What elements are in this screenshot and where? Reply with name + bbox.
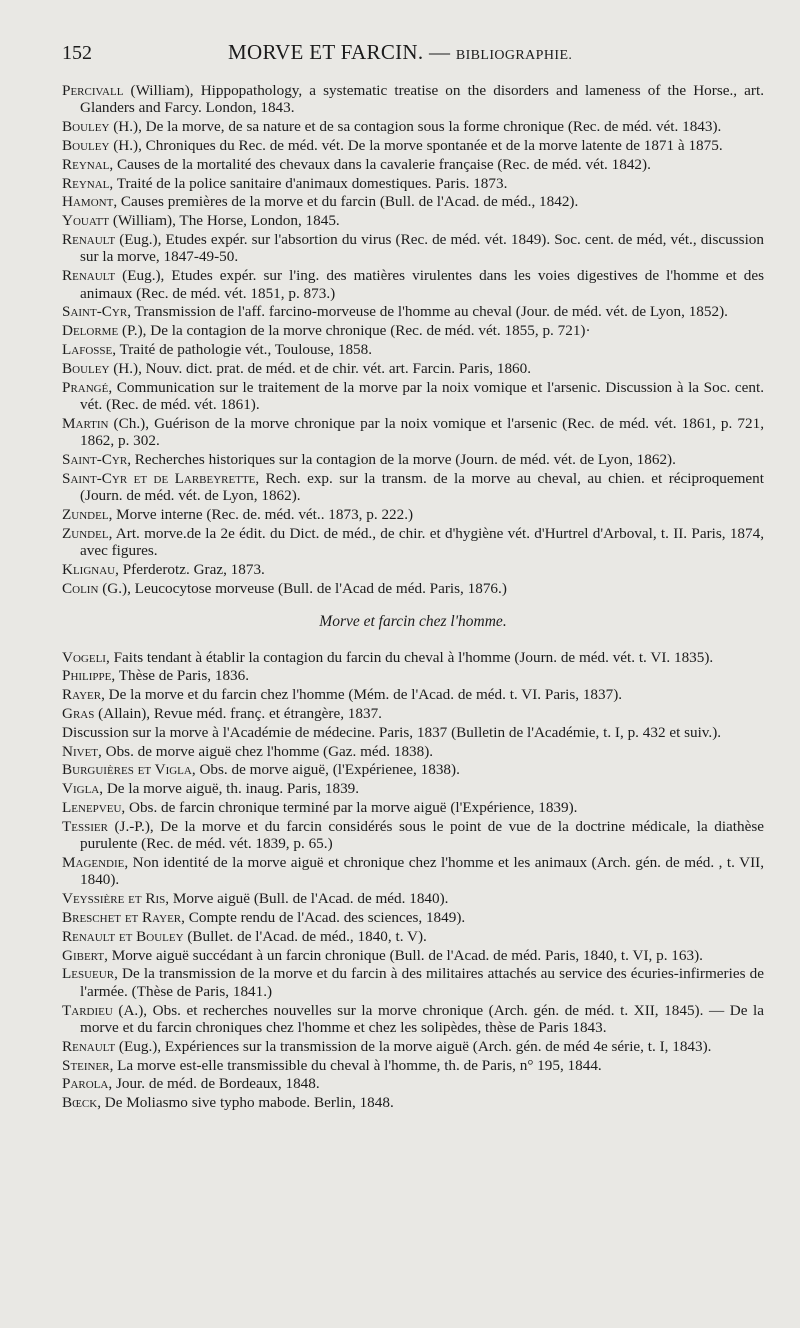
entry-author: Percivall — [62, 82, 124, 99]
bibliography-entry — [62, 470, 764, 505]
entry-author: Renault — [62, 230, 116, 248]
entry-text: , Communication sur le traitement de la morve par la noix vomique et l'arsenic. Discussion à la Soc. cent. vét. (Rec. de méd. vét. 1861). — [80, 378, 764, 413]
entry-text: , Art. morve.de la 2e édit. du Dict. de méd., de chir. et d'hygiène vét. d'Hurtrel d'Arboval, t. II. Paris, 1874, avec figures. — [80, 524, 764, 560]
bibliography-entry — [62, 724, 764, 741]
entry-text: , De la transmission de la morve et du farcin à des militaires attachés au service des écuries-infirmeries de l'armée. (Thèse de Paris, 1841.) — [80, 965, 764, 1000]
bibliography-entry — [62, 175, 764, 192]
entry-text: (A.), Obs. et recherches nouvelles sur la morve chronique (Arch. gén. de méd. t. XII, 1845). — De la morve et du farcin chroniques chez l'homme et chez les solipèdes, thèse de Paris 1843. — [80, 1001, 764, 1036]
bibliography-entry — [62, 193, 764, 210]
entry-author: Renault — [62, 1037, 116, 1055]
entry-author: Parola — [62, 1075, 109, 1093]
entry-author: Bouley — [62, 359, 110, 377]
page-number: 152 — [62, 42, 92, 64]
entry-author: Gibert — [62, 946, 105, 964]
bibliography-human — [62, 649, 764, 1112]
entry-author: Saint-Cyr — [62, 450, 128, 468]
entry-author: Reynal — [62, 155, 110, 173]
bibliography-entry — [62, 818, 764, 853]
bibliography-entry — [62, 1075, 764, 1092]
entry-text: , Traité de pathologie vét., Toulouse, 1858. — [112, 340, 373, 358]
bibliography-entry — [62, 360, 764, 377]
entry-author: Martin — [62, 414, 109, 432]
entry-text: Discussion sur la morve à l'Académie de médecine. Paris, 1837 (Bulletin de l'Académie, t. I, p. 432 et suiv.). — [62, 723, 722, 741]
entry-author: Bouley — [62, 118, 110, 136]
entry-text: (H.), Chroniques du Rec. de méd. vét. De la morve spontanée et de la morve latente de 1871 à 1875. — [109, 137, 723, 154]
bibliography-entry — [62, 379, 764, 414]
entry-author: Nivet — [62, 742, 99, 760]
entry-text: , Causes premières de la morve et du farcin (Bull. de l'Acad. de méd., 1842). — [113, 193, 579, 211]
bibliography-entry — [62, 1094, 764, 1111]
entry-author: Saint-Cyr et de Larbeyrette — [62, 469, 256, 487]
bibliography-entry — [62, 1057, 764, 1074]
bibliography-entry — [62, 156, 764, 173]
entry-text: (William), The Horse, London, 1845. — [109, 212, 340, 230]
bibliography-entry — [62, 415, 764, 450]
entry-text: , Traité de la police sanitaire d'animaux domestiques. Paris. 1873. — [109, 174, 508, 192]
entry-text: (Ch.), Guérison de la morve chronique par la noix vomique et l'arsenic (Rec. de méd. vét. 1861, p. 721, 1862, p. 302. — [80, 414, 764, 450]
entry-text: (H.), Nouv. dict. prat. de méd. et de chir. vét. art. Farcin. Paris, 1860. — [109, 359, 532, 377]
bibliography-entry — [62, 451, 764, 468]
entry-author: Bœck — [62, 1094, 98, 1112]
section-title: Morve et farcin chez l'homme. — [319, 613, 507, 631]
entry-text: (P.), De la contagion de la morve chronique (Rec. de méd. vét. 1855, p. 721)· — [118, 322, 591, 340]
bibliography-entry — [62, 799, 764, 816]
entry-text: (William), Hippopathology, a systematic treatise on the disorders and lameness of the Horse., art. Glanders and Farcy. London, 1843. — [80, 82, 764, 117]
entry-author: Reynal — [62, 174, 110, 192]
bibliography-entry — [62, 561, 764, 578]
bibliography-entry — [62, 267, 764, 302]
entry-text: , De la morve aiguë, th. inaug. Paris, 1839. — [99, 780, 360, 798]
bibliography-entry — [62, 965, 764, 1000]
entry-author: Philippe — [62, 667, 112, 685]
entry-author: Renault — [62, 267, 116, 285]
bibliography-entry — [62, 780, 764, 797]
entry-author: Breschet et Rayer — [62, 908, 182, 926]
bibliography-entry — [62, 705, 764, 722]
entry-author: Zundel — [62, 505, 109, 523]
bibliography-entry — [62, 506, 764, 523]
entry-author: Saint-Cyr — [62, 303, 128, 321]
bibliography-entry — [62, 686, 764, 703]
entry-text: (H.), De la morve, de sa nature et de sa contagion sous la forme chronique (Rec. de méd. vét. 1843). — [109, 118, 722, 136]
bibliography-entry — [62, 854, 764, 889]
running-title — [228, 40, 572, 65]
entry-text: , Rech. exp. sur la transm. de la morve au cheval, au chien. et réciproquement (Journ. de méd. vét. de Lyon, 1862). — [80, 469, 764, 505]
entry-text: , Transmission de l'aff. farcino-morveuse de l'homme au cheval (Jour. de méd. vét. de Lyon, 1852). — [127, 303, 728, 321]
entry-author: Lesueur — [62, 965, 115, 983]
entry-text: (Eug.), Etudes expér. sur l'ing. des matières virulentes dans les voies digestives de l'homme et des animaux (Rec. de méd. vét. 1851, p. 873.) — [80, 267, 764, 302]
entry-text: , Morve aiguë succédant à un farcin chronique (Bull. de l'Acad. de méd. Paris, 1840, t. VI, p. 163). — [104, 946, 703, 964]
entry-author: Magendie — [62, 853, 125, 871]
entry-text: (Eug.), Expériences sur la transmission de la morve aiguë (Arch. gén. de méd 4e série, t. I, 1843). — [115, 1037, 712, 1055]
bibliography-entry — [62, 525, 764, 560]
entry-author: Renault et Bouley — [62, 927, 184, 945]
running-title-main: MORVE ET FARCIN. — — [228, 40, 451, 64]
entry-author: Colin — [62, 579, 99, 597]
entry-author: Hamont — [62, 193, 114, 211]
bibliography-entry — [62, 303, 764, 320]
bibliography-entry — [62, 1002, 764, 1037]
bibliography-general — [62, 82, 764, 597]
bibliography-entry — [62, 928, 764, 945]
entry-text: , Non identité de la morve aiguë et chronique chez l'homme et les animaux (Arch. gén. de méd. , t. VII, 1840). — [80, 853, 764, 889]
bibliography-entry — [62, 231, 764, 266]
entry-text: , Obs. de morve aiguë chez l'homme (Gaz. méd. 1838). — [98, 742, 434, 760]
bibliography-entry — [62, 118, 764, 135]
running-header — [62, 40, 764, 74]
entry-text: , Thèse de Paris, 1836. — [111, 667, 250, 685]
bibliography-entry — [62, 1038, 764, 1055]
entry-text: , Compte rendu de l'Acad. des sciences, 1849). — [181, 908, 466, 926]
bibliography-entry — [62, 743, 764, 760]
bibliography-entry — [62, 341, 764, 358]
entry-text: (J.-P.), De la morve et du farcin considérés sous le point de vue de la doctrine médicale, la diathèse purulente (Rec. de méd. vét. 1839, p. 65.) — [80, 817, 764, 853]
entry-author: Vogeli — [62, 648, 106, 666]
entry-text: , La morve est-elle transmissible du cheval à l'homme, th. de Paris, n° 195, 1844. — [109, 1056, 602, 1074]
entry-text: (G.), Leucocytose morveuse (Bull. de l'Acad de méd. Paris, 1876.) — [98, 579, 507, 597]
bibliography-entry — [62, 212, 764, 229]
entry-text: , De Moliasmo sive typho mabode. Berlin, 1848. — [97, 1094, 394, 1112]
entry-text: , Recherches historiques sur la contagion de la morve (Journ. de méd. vét. de Lyon, 1862). — [127, 450, 676, 468]
bibliography-entry — [62, 890, 764, 907]
entry-author: Youatt — [62, 212, 110, 230]
bibliography-entry — [62, 761, 764, 778]
entry-author: Zundel — [62, 524, 109, 542]
entry-author: Burguières et Vigla — [62, 761, 192, 779]
entry-author: Tessier — [62, 817, 108, 835]
bibliography-entry — [62, 82, 764, 117]
entry-author: Lenepveu — [62, 798, 122, 816]
bibliography-entry — [62, 580, 764, 597]
entry-author: Lafosse — [62, 340, 113, 358]
entry-author: Prangé — [62, 378, 109, 396]
entry-author: Tardieu — [62, 1001, 113, 1019]
bibliography-entry — [62, 947, 764, 964]
entry-text: , Obs. de farcin chronique terminé par la morve aiguë (l'Expérience, 1839). — [121, 798, 578, 816]
entry-text: (Allain), Revue méd. franç. et étrangère, 1837. — [94, 704, 382, 722]
bibliography-entry — [62, 137, 764, 154]
bibliography-entry — [62, 649, 764, 666]
entry-author: Steiner — [62, 1056, 110, 1074]
entry-author: Klignau — [62, 560, 116, 578]
entry-author: Veyssière et Ris — [62, 890, 166, 908]
entry-text: , Obs. de morve aiguë, (l'Expérienee, 1838). — [191, 761, 460, 779]
bibliography-entry — [62, 667, 764, 684]
entry-author: Vigla — [62, 780, 100, 798]
entry-text: , Faits tendant à établir la contagion du farcin du cheval à l'homme (Journ. de méd. vét. t. VI. 1835). — [105, 648, 714, 666]
entry-author: Gras — [62, 704, 95, 722]
entry-text: , Morve aiguë (Bull. de l'Acad. de méd. 1840). — [165, 890, 449, 908]
entry-author: Bouley — [62, 137, 110, 154]
running-title-sub: BIBLIOGRAPHIE. — [455, 48, 573, 63]
entry-author: Rayer — [62, 686, 102, 704]
entry-text: , Pferderotz. Graz, 1873. — [115, 560, 265, 578]
entry-text: (Bullet. de l'Acad. de méd., 1840, t. V). — [183, 927, 427, 945]
entry-text: , Morve interne (Rec. de. méd. vét.. 1873, p. 222.) — [108, 505, 414, 523]
entry-text: (Eug.), Etudes expér. sur l'absortion du virus (Rec. de méd. vét. 1849). Soc. cent. de méd, vét., discussion sur la morve, 1847-49-50. — [80, 230, 764, 266]
bibliography — [62, 82, 764, 1112]
bibliography-entry — [62, 909, 764, 926]
bibliography-entry — [62, 322, 764, 339]
entry-author: Delorme — [62, 322, 119, 340]
entry-text: , Jour. de méd. de Bordeaux, 1848. — [108, 1075, 320, 1093]
entry-text: , De la morve et du farcin chez l'homme (Mém. de l'Acad. de méd. t. VI. Paris, 1837). — [101, 686, 623, 704]
entry-text: , Causes de la mortalité des chevaux dans la cavalerie française (Rec. de méd. vét. 1842). — [109, 155, 651, 173]
